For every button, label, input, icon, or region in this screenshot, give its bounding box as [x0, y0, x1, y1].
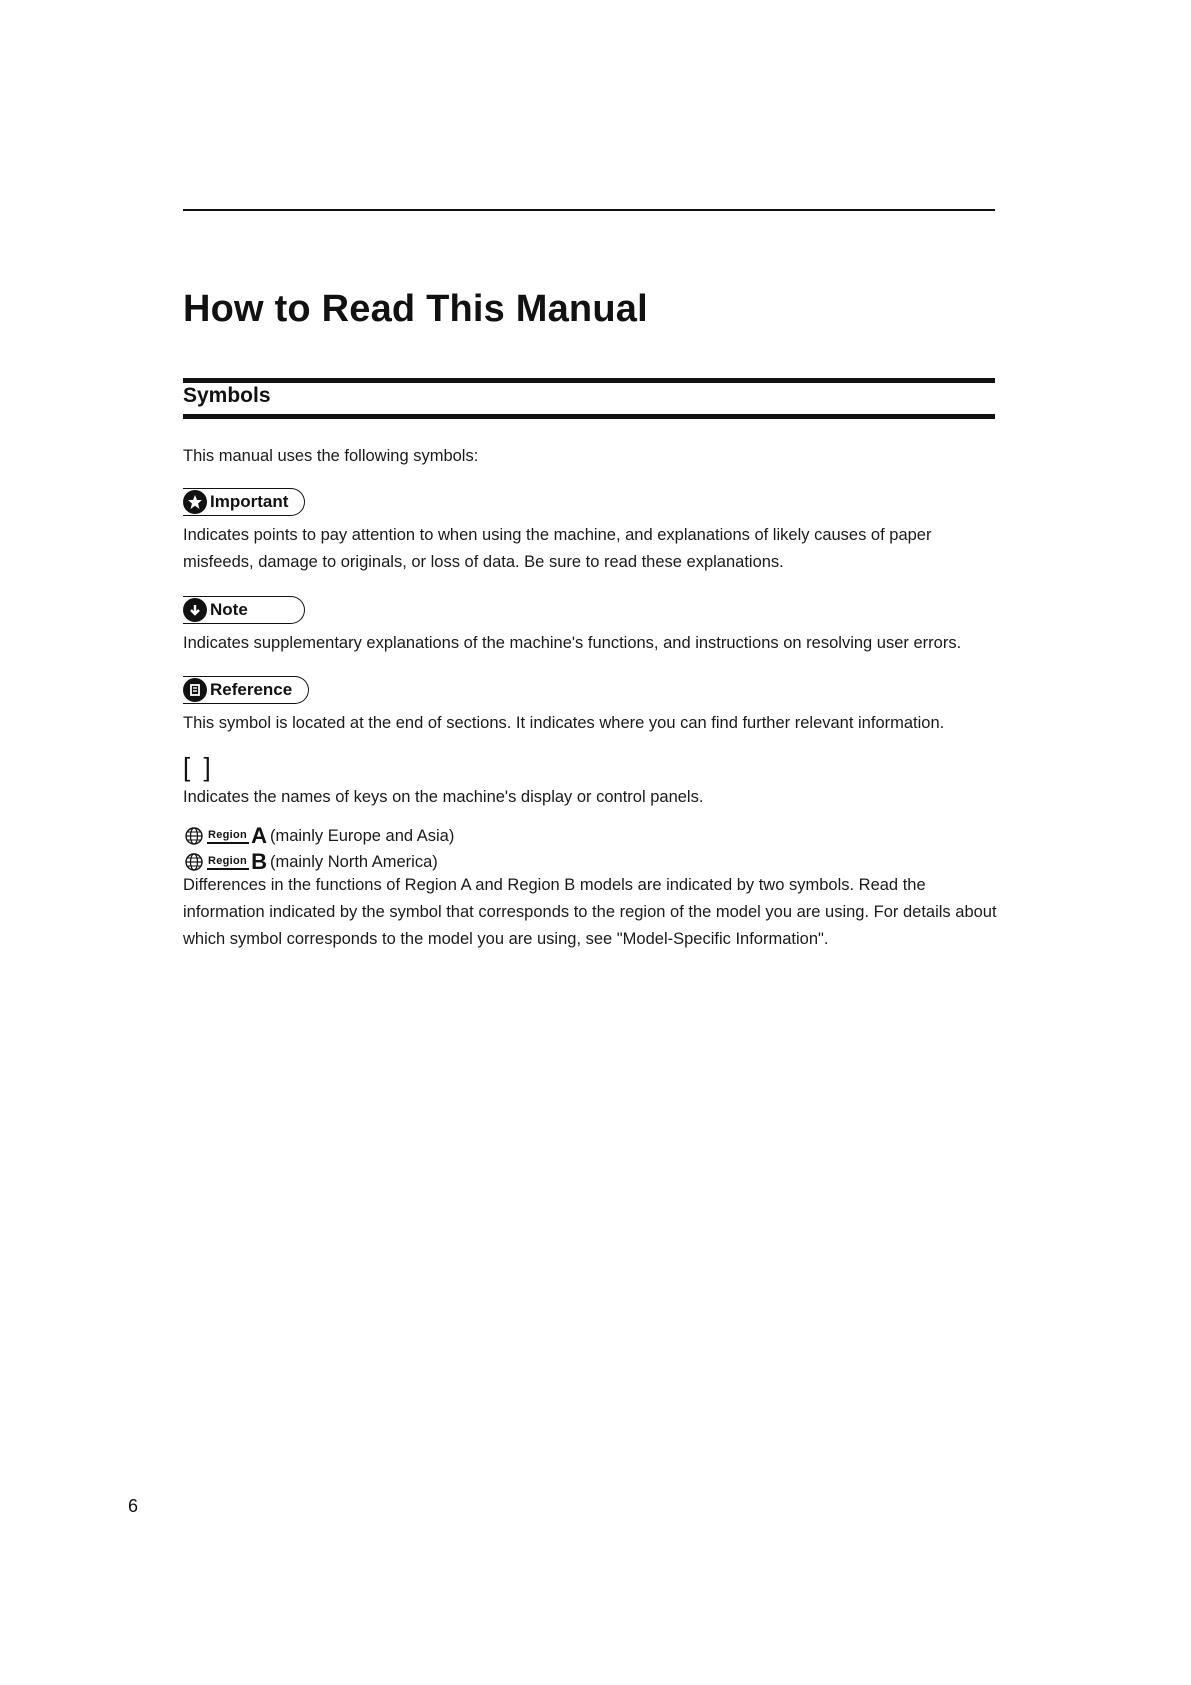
page-number: 6 — [128, 1496, 139, 1516]
intro-text: This manual uses the following symbols: — [183, 447, 479, 465]
page-title: How to Read This Manual — [183, 288, 648, 330]
book-icon — [183, 678, 207, 702]
globe-icon — [183, 851, 205, 873]
section-divider-bottom — [183, 414, 995, 419]
region-a-letter: A — [251, 823, 267, 848]
symbol-note — [183, 596, 1003, 657]
region-b-text: (mainly North America) — [269, 852, 438, 871]
note-description: Indicates supplementary explanations of the machine's functions, and instructions on resolving user errors. — [183, 634, 962, 652]
region-badge: Region — [207, 828, 249, 844]
star-icon — [183, 490, 207, 514]
region-a-text: (mainly Europe and Asia) — [269, 826, 455, 845]
reference-label — [183, 676, 309, 704]
keys-description: Indicates the names of keys on the machine's display or control panels. — [183, 788, 704, 806]
symbol-important — [183, 488, 1003, 576]
symbol-reference — [183, 676, 1003, 737]
important-label-text: Important — [210, 492, 289, 511]
section-divider-top — [183, 378, 995, 383]
down-arrow-icon — [183, 598, 207, 622]
globe-icon — [183, 825, 205, 847]
symbol-keys — [183, 752, 1003, 811]
important-description: Indicates points to pay attention to when using the machine, and explanations of likely causes of paper misfeeds, damage to originals, or loss of data. Be sure to read these explanations. — [183, 526, 932, 571]
region-a-line — [183, 823, 454, 849]
note-label — [183, 596, 305, 624]
brackets-mark: [ ] — [183, 752, 214, 782]
section-heading: Symbols — [183, 384, 271, 407]
top-divider — [183, 209, 995, 211]
note-label-text: Note — [210, 600, 248, 619]
reference-label-text: Reference — [210, 680, 293, 699]
reference-description: This symbol is located at the end of sections. It indicates where you can find further relevant information. — [183, 714, 945, 732]
region-b-letter: B — [251, 849, 267, 874]
region-badge: Region — [207, 854, 249, 870]
important-label — [183, 488, 305, 516]
region-description: Differences in the functions of Region A and Region B models are indicated by two symbols. Read the information indicated by the symbol that corresponds to the region of the model you are using. For details about which symbol corresponds to the model you are using, see "Model-Specific Information". — [183, 876, 997, 948]
